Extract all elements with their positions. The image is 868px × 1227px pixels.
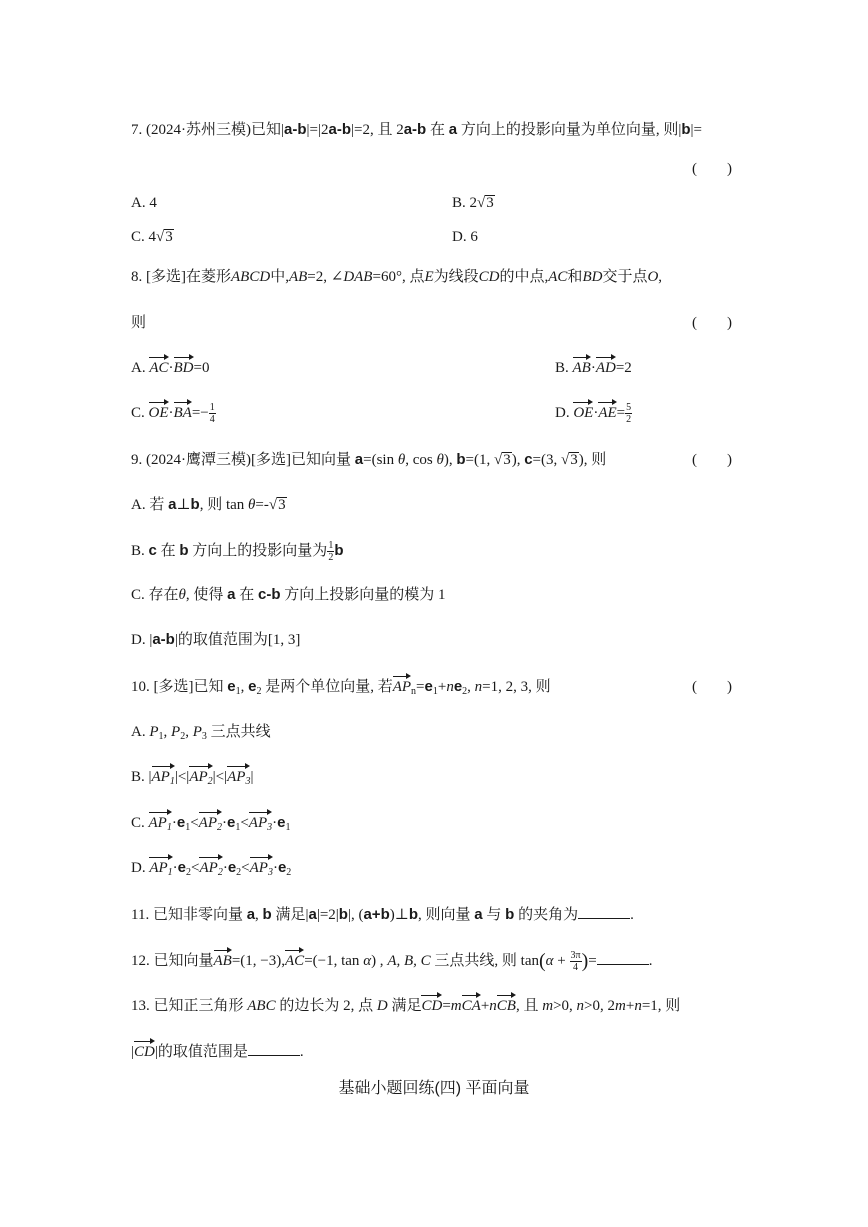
- q7-answer-paren: ( ): [692, 161, 732, 177]
- section-title: 基础小题回练(四) 平面向量: [338, 1080, 530, 1097]
- q10-option-d: D. $AP_1\cdot e_2<AP_2\cdot e_2<AP_3\cdot e_2$: [131, 858, 291, 883]
- q9-option-b: B. c 在 b 方向上的投影向量为 $\frac{1}{2}$ b: [131, 540, 344, 563]
- q9-option-a: A. 若 a⊥b, 则 tan θ=-√3: [131, 496, 286, 513]
- q8-stem: 8. [多选]在菱形ABCD中,AB=2, ∠DAB=60°, 点E为线段CD的中点,AC和BD交于点O,: [131, 269, 663, 285]
- q10-answer-paren: ( ): [692, 679, 732, 695]
- q7-option-a: A. 4: [131, 195, 157, 211]
- q9-number: 9.: [131, 452, 143, 468]
- q8-number: 8.: [131, 269, 143, 285]
- q7-option-b: B. 2√3: [452, 195, 494, 211]
- q8-answer-paren: ( ): [692, 315, 732, 331]
- q9-stem: 9. (2024·鹰潭三模)[多选]已知向量 a=(sin θ, cos θ), b=(1, √3), c=(3, √3), 则: [131, 451, 607, 468]
- q10-option-c: C. $AP_1\cdot e_1<AP_2\cdot e_1<AP_3\cdot e_1$: [131, 813, 290, 838]
- q13-stem: 13. 已知正三角形 ABC 的边长为 2, 点 D 满足CD=mCA+nCB, 且 m>0, n>0, 2m+n=1, 则: [131, 998, 681, 1014]
- q7-option-c: C. 4√3: [131, 229, 173, 245]
- q9-option-d: D. |a-b|的取值范围为[1, 3]: [131, 631, 301, 648]
- q7-source: (2024·苏州三模): [146, 122, 251, 138]
- q9-answer-paren: ( ): [692, 452, 732, 468]
- q12-answer-blank[interactable]: [597, 950, 649, 965]
- q8-then: 则: [131, 315, 147, 331]
- q10-option-a: A. $P_1$, $P_2$, $P_3$ 三点共线: [131, 724, 271, 742]
- q8-tag: [多选]: [146, 269, 186, 285]
- q8-option-c: C. OE·BA=− $\frac{1}{4}$: [131, 402, 215, 425]
- q11-answer-blank[interactable]: [578, 904, 630, 919]
- q13-stem-line2: |CD|的取值范围是 .: [131, 1041, 304, 1062]
- q7-option-d: D. 6: [452, 229, 478, 245]
- q11-stem: 11. 已知非零向量 a, b 满足|a|=2|b|, (a+b)⊥b, 则向量 a 与 b 的夹角为 .: [131, 906, 634, 923]
- q8-option-b: B. AB·AD=2: [555, 360, 632, 376]
- q10-option-b: B. $|AP_1|<|AP_2|<|AP_3|$: [131, 767, 253, 792]
- q10-number: 10.: [131, 679, 150, 695]
- q7-stem: 7. (2024·苏州三模)已知|a-b|=|2a-b|=2, 且 2a-b 在 a 方向上的投影向量为单位向量, 则|b|=: [131, 121, 702, 138]
- q7-number: 7.: [131, 122, 143, 138]
- q8-option-a: A. AC·BD=0: [131, 360, 210, 376]
- q12-stem: 12. 已知向量AB=(1, −3),AC=(−1, tan α) , A, B, C 三点共线, 则 tan(α + $\frac{3\pi}{4}$ )= .: [131, 950, 653, 974]
- q9-option-c: C. 存在θ, 使得 a 在 c-b 方向上投影向量的模为 1: [131, 586, 446, 603]
- q10-stem: 10. [多选]已知 $e_1$, $e_2$ 是两个单位向量, 若$AP_n=e_1+ne_2$, n=1, 2, 3, 则: [131, 678, 551, 697]
- q13-answer-blank[interactable]: [248, 1041, 300, 1056]
- q8-option-d: D. OE·AE= $\frac{5}{2}$: [555, 402, 632, 425]
